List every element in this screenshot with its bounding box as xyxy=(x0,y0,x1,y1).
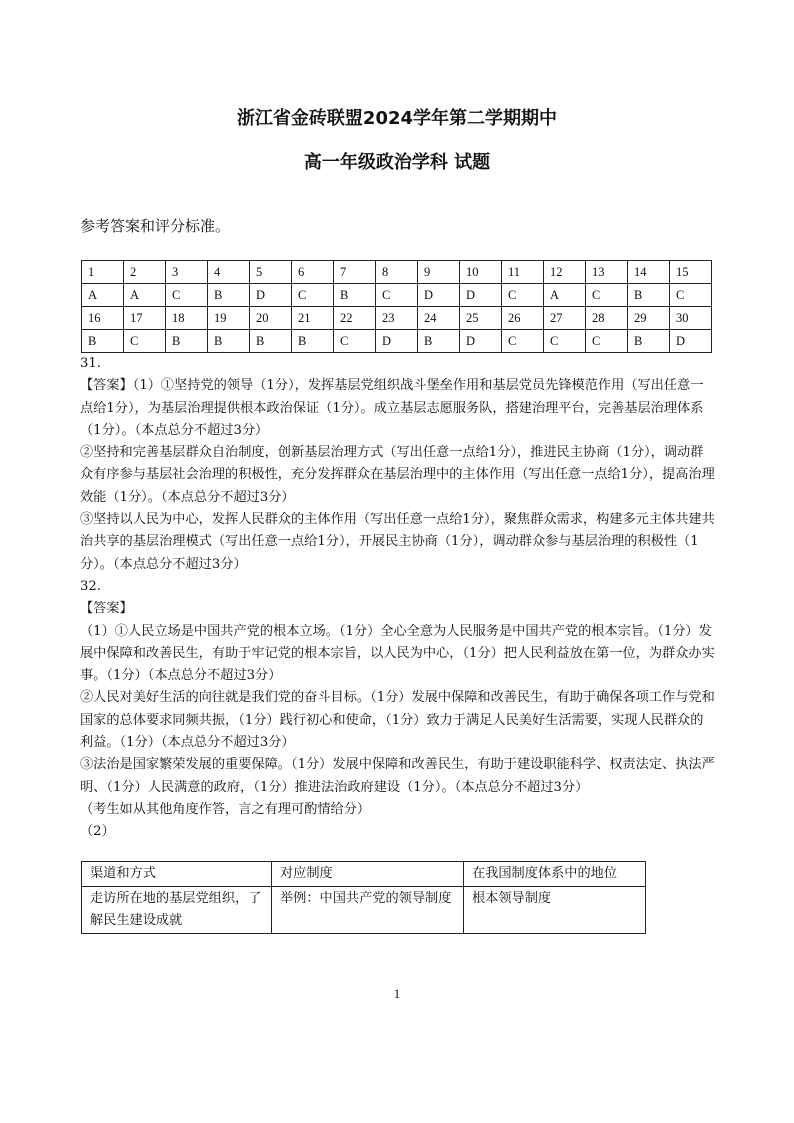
table-header-cell: 渠道和方式 xyxy=(82,862,272,887)
table-cell: B xyxy=(628,330,670,353)
q31-para-3: ③坚持以人民为中心，发挥人民群众的主体作用（写出任意一点给1分），聚焦群众需求，构建多元主体共建共治共享的基层治理模式（写出任意一点给1分），开展民主协商（1分），调动群众参与基层治理的积极性（1分）。（本点总分不超过3分） xyxy=(80,512,715,572)
table-cell: C xyxy=(376,284,418,307)
table-cell: D xyxy=(670,330,712,353)
table-cell: 20 xyxy=(250,307,292,330)
table-cell: 19 xyxy=(208,307,250,330)
q32-para-3: ③法治是国家繁荣发展的重要保障。（1分）发展中保障和改善民生，有助于建设职能科学、权责法定、执法严明、（1分）人民满意的政府，（1分）推进法治政府建设（1分）。（本点总分不超过3分） xyxy=(80,757,715,795)
table-cell: B xyxy=(208,330,250,353)
table-cell: 26 xyxy=(502,307,544,330)
table-header-row xyxy=(82,862,646,887)
table-cell: B xyxy=(292,330,334,353)
table-cell: C xyxy=(124,330,166,353)
table-cell: 13 xyxy=(586,261,628,284)
table-cell: D xyxy=(460,330,502,353)
table-cell: 30 xyxy=(670,307,712,330)
table-cell: C xyxy=(502,284,544,307)
table-cell: C xyxy=(586,330,628,353)
table-cell: 1 xyxy=(82,261,124,284)
table-row xyxy=(82,330,712,353)
table-cell: C xyxy=(670,284,712,307)
table-cell: C xyxy=(586,284,628,307)
q32-number: 32. xyxy=(80,578,101,594)
table-header-cell: 在我国制度体系中的地位 xyxy=(464,862,646,887)
table-row xyxy=(82,284,712,307)
table-cell: B xyxy=(628,284,670,307)
answer-key-table xyxy=(81,260,712,353)
table-cell: 举例：中国共产党的领导制度 xyxy=(272,887,464,934)
page-number: 1 xyxy=(393,986,401,1001)
table-cell: 18 xyxy=(166,307,208,330)
table-cell: B xyxy=(418,330,460,353)
table-cell: 23 xyxy=(376,307,418,330)
table-cell: D xyxy=(418,284,460,307)
table-cell: 21 xyxy=(292,307,334,330)
table-cell: C xyxy=(502,330,544,353)
table-cell: B xyxy=(250,330,292,353)
table-header-cell: 对应制度 xyxy=(272,862,464,887)
table-cell: 24 xyxy=(418,307,460,330)
q31-number: 31. xyxy=(80,356,101,371)
q32-part2-label: （2） xyxy=(80,824,115,840)
table-cell: 17 xyxy=(124,307,166,330)
table-cell: 15 xyxy=(670,261,712,284)
table-cell: A xyxy=(82,284,124,307)
table-cell: 9 xyxy=(418,261,460,284)
table-cell: D xyxy=(376,330,418,353)
table-row xyxy=(82,261,712,284)
table-cell: C xyxy=(544,330,586,353)
document-title: 浙江省金砖联盟2024学年第二学期期中 xyxy=(236,108,558,129)
table-cell: B xyxy=(334,284,376,307)
table-cell: 16 xyxy=(82,307,124,330)
table-cell: 27 xyxy=(544,307,586,330)
q31-para-1: 【答案】（1）①坚持党的领导（1分），发挥基层党组织战斗堡垒作用和基层党员先锋模范作用（写出任意一点给1分），为基层治理提供根本政治保证（1分）。成立基层志愿服务队，搭建治理平台，完善基层治理体系（1分）。（本点总分不超过3分） xyxy=(80,378,704,438)
table-row xyxy=(82,887,646,934)
table-cell: 2 xyxy=(124,261,166,284)
table-cell: A xyxy=(124,284,166,307)
table-cell: 25 xyxy=(460,307,502,330)
q32-para-1: （1）①人民立场是中国共产党的根本立场。（1分）全心全意为人民服务是中国共产党的根本宗旨。（1分）发展中保障和改善民生，有助于牢记党的根本宗旨，以人民为中心，（1分）把人民利益放在第一位，为群众办实事。（1分）（本点总分不超过3分） xyxy=(80,623,715,684)
q32-para-2: ②人民对美好生活的向往就是我们党的奋斗目标。（1分）发展中保障和改善民生，有助于确保各项工作与党和国家的总体要求同频共振，（1分）践行初心和使命，（1分）致力于满足人民美好生活需要，实现人民群众的利益。（1分）（本点总分不超过3分） xyxy=(80,690,715,751)
table-cell: C xyxy=(166,284,208,307)
table-cell: B xyxy=(82,330,124,353)
table-cell: 22 xyxy=(334,307,376,330)
table-cell: 11 xyxy=(502,261,544,284)
document-subtitle: 高一年级政治学科 试题 xyxy=(303,152,491,173)
table-cell: C xyxy=(334,330,376,353)
table-cell: 5 xyxy=(250,261,292,284)
intro-text: 参考答案和评分标准。 xyxy=(80,217,231,235)
table-cell: 3 xyxy=(166,261,208,284)
table-cell: 28 xyxy=(586,307,628,330)
q32-note: （考生如从其他角度作答，言之有理可酌情给分） xyxy=(80,801,371,817)
table-cell: D xyxy=(460,284,502,307)
q32-part2-table xyxy=(81,861,646,934)
table-cell: 14 xyxy=(628,261,670,284)
q32-answer-label: 【答案】 xyxy=(80,601,133,617)
table-cell: 6 xyxy=(292,261,334,284)
table-cell: 根本领导制度 xyxy=(464,887,646,934)
table-cell: 12 xyxy=(544,261,586,284)
table-cell: C xyxy=(292,284,334,307)
table-cell: 8 xyxy=(376,261,418,284)
table-cell: 10 xyxy=(460,261,502,284)
answer-body xyxy=(80,353,716,844)
table-cell: 29 xyxy=(628,307,670,330)
table-cell: 7 xyxy=(334,261,376,284)
table-cell: A xyxy=(544,284,586,307)
table-row xyxy=(82,307,712,330)
table-cell: 4 xyxy=(208,261,250,284)
table-cell: D xyxy=(250,284,292,307)
table-cell: 走访所在地的基层党组织，了解民生建设成就 xyxy=(82,887,272,934)
table-cell: B xyxy=(166,330,208,353)
table-cell: B xyxy=(208,284,250,307)
q31-para-2: ②坚持和完善基层群众自治制度，创新基层治理方式（写出任意一点给1分），推进民主协商（1分），调动群众有序参与基层社会治理的积极性，充分发挥群众在基层治理中的主体作用（写出任意一点给1分），提高治理效能（1分）。（本点总分不超过3分） xyxy=(80,445,715,505)
